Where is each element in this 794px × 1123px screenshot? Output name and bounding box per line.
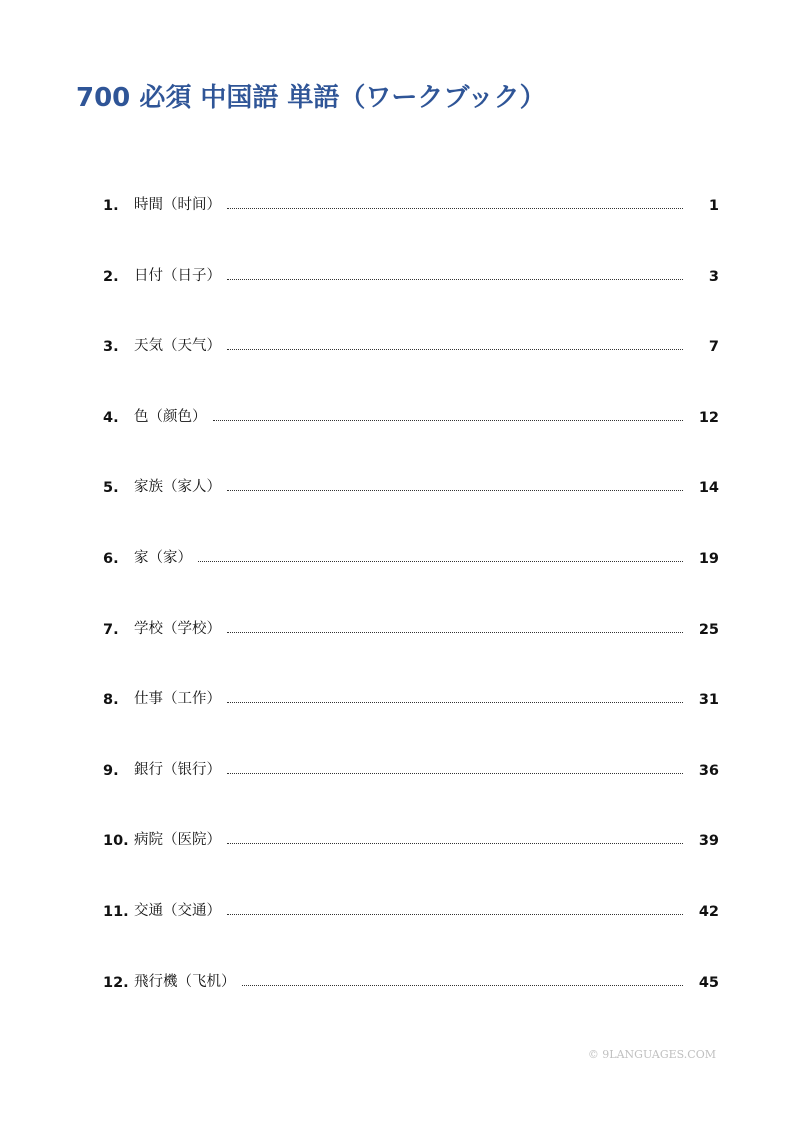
toc-page-number: 39	[698, 833, 719, 850]
table-of-contents	[103, 188, 719, 1035]
toc-title: 銀行（银行）	[134, 761, 221, 778]
dot-leader	[213, 419, 684, 421]
toc-page-number: 45	[698, 974, 719, 991]
toc-number: 6.	[103, 550, 119, 567]
toc-title: 飛行機（飞机）	[134, 973, 236, 990]
toc-title: 病院（医院）	[134, 832, 221, 849]
toc-entry-4[interactable]	[103, 400, 719, 471]
toc-entry-1[interactable]	[103, 188, 719, 259]
toc-number: 8.	[103, 692, 119, 709]
toc-title: 学校（学校）	[134, 620, 221, 637]
toc-title: 家族（家人）	[134, 479, 221, 496]
toc-page-number: 14	[698, 480, 719, 497]
dot-leader	[227, 631, 683, 633]
toc-title: 色（颜色）	[134, 408, 207, 425]
page-title: 700 必須 中国語 単語（ワークブック）	[76, 83, 546, 113]
toc-number: 4.	[103, 409, 119, 426]
dot-leader	[227, 772, 683, 774]
toc-title: 家（家）	[134, 549, 192, 566]
dot-leader	[242, 984, 684, 986]
toc-entry-3[interactable]	[103, 329, 719, 400]
toc-entry-8[interactable]	[103, 682, 719, 753]
toc-number: 12.	[103, 974, 129, 991]
toc-entry-2[interactable]	[103, 259, 719, 330]
toc-entry-7[interactable]	[103, 612, 719, 683]
dot-leader	[198, 560, 683, 562]
toc-title: 交通（交通）	[134, 902, 221, 919]
toc-page-number: 1	[708, 198, 719, 214]
toc-number: 3.	[103, 339, 119, 356]
toc-title: 天気（天气）	[134, 338, 221, 355]
dot-leader	[227, 348, 683, 350]
toc-number: 2.	[103, 268, 119, 285]
toc-number: 7.	[103, 621, 119, 638]
toc-entry-11[interactable]	[103, 894, 719, 965]
toc-page-number: 25	[698, 621, 719, 638]
toc-page-number: 31	[698, 692, 719, 709]
toc-entry-9[interactable]	[103, 753, 719, 824]
toc-page-number: 36	[698, 762, 719, 779]
dot-leader	[227, 842, 683, 844]
dot-leader	[227, 913, 683, 915]
toc-title: 時間（时间）	[134, 197, 221, 213]
toc-number: 9.	[103, 762, 119, 779]
toc-title: 仕事（工作）	[134, 691, 221, 708]
dot-leader	[227, 207, 683, 209]
toc-page-number: 19	[698, 550, 719, 567]
toc-page-number: 7	[708, 339, 719, 356]
toc-entry-6[interactable]	[103, 541, 719, 612]
toc-entry-5[interactable]	[103, 470, 719, 541]
dot-leader	[227, 701, 683, 703]
toc-page-number: 3	[708, 268, 719, 285]
toc-page-number: 42	[698, 903, 719, 920]
toc-number: 11.	[103, 903, 129, 920]
toc-number: 1.	[103, 198, 119, 214]
dot-leader	[227, 278, 683, 280]
toc-title: 日付（日子）	[134, 267, 221, 284]
toc-number: 5.	[103, 480, 119, 497]
copyright-footer: © 9LANGUAGES.COM	[587, 1048, 716, 1061]
toc-page-number: 12	[698, 409, 719, 426]
toc-entry-12[interactable]	[103, 965, 719, 1036]
dot-leader	[227, 489, 683, 491]
toc-number: 10.	[103, 833, 129, 850]
toc-entry-10[interactable]	[103, 823, 719, 894]
